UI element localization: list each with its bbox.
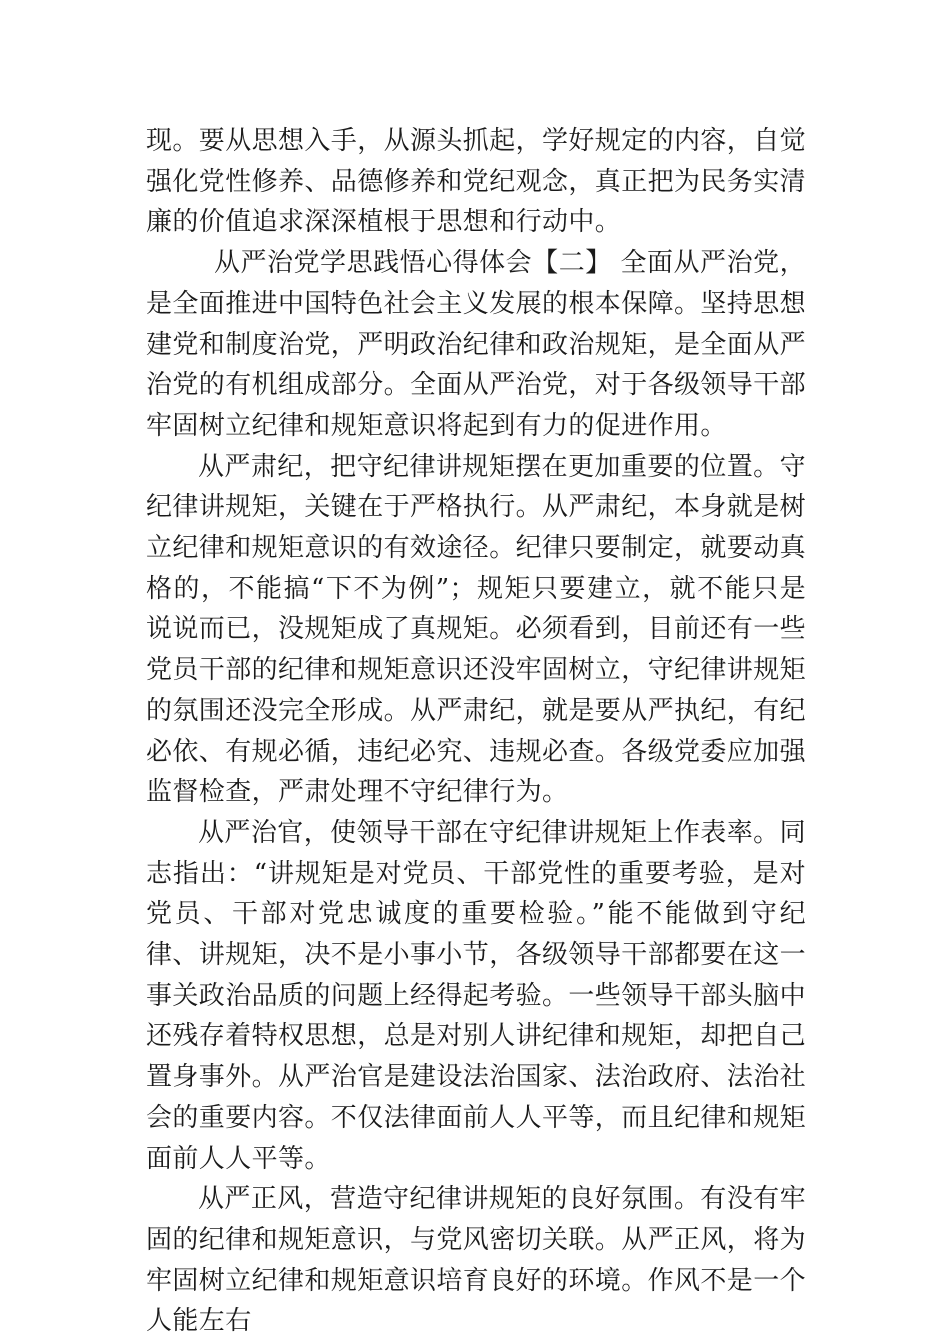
- document-body: [146, 121, 806, 1342]
- paragraph-heading-two: 从严治党学思践悟心得体会【二】 全面从严治党，是全面推进中国特色社会主义发展的根本保障。坚持思想建党和制度治党，严明政治纪律和政治规矩，是全面从严治党的有机组成部分。全面从严治党，对于各级领导干部牢固树立纪律和规矩意识将起到有力的促进作用。: [146, 248, 807, 441]
- paragraph-strict-discipline: 从严肃纪，把守纪律讲规矩摆在更加重要的位置。守纪律讲规矩，关键在于严格执行。从严肃纪，本身就是树立纪律和规矩意识的有效途径。纪律只要制定，就要动真格的，不能搞“下不为例”；规矩只要建立，就不能只是说说而已，没规矩成了真规矩。必须看到，目前还有一些党员干部的纪律和规矩意识还没牢固树立，守纪律讲规矩的氛围还没完全形成。从严肃纪，就是要从严执纪，有纪必依、有规必循，违纪必究、违规必查。各级党委应加强监督检查，严肃处理不守纪律行为。: [146, 451, 807, 808]
- paragraph-continuation: 现。要从思想入手，从源头抓起，学好规定的内容，自觉强化党性修养、品德修养和党纪观念，真正把为民务实清廉的价值追求深深植根于思想和行动中。: [146, 126, 807, 238]
- paragraph-strict-style: 从严正风，营造守纪律讲规矩的良好氛围。有没有牢固的纪律和规矩意识，与党风密切关联。从严正风，将为牢固树立纪律和规矩意识培育良好的环境。作风不是一个人能左右: [146, 1184, 807, 1337]
- paragraph-strict-officials: 从严治官，使领导干部在守纪律讲规矩上作表率。同志指出：“讲规矩是对党员、干部党性的重要考验，是对党员、干部对党忠诚度的重要检验。”能不能做到守纪律、讲规矩，决不是小事小节，各级领导干部都要在这一事关政治品质的问题上经得起考验。一些领导干部头脑中还残存着特权思想，总是对别人讲纪律和规矩，却把自己置身事外。从严治官是建设法治国家、法治政府、法治社会的重要内容。不仅法律面前人人平等，而且纪律和规矩面前人人平等。: [146, 817, 807, 1174]
